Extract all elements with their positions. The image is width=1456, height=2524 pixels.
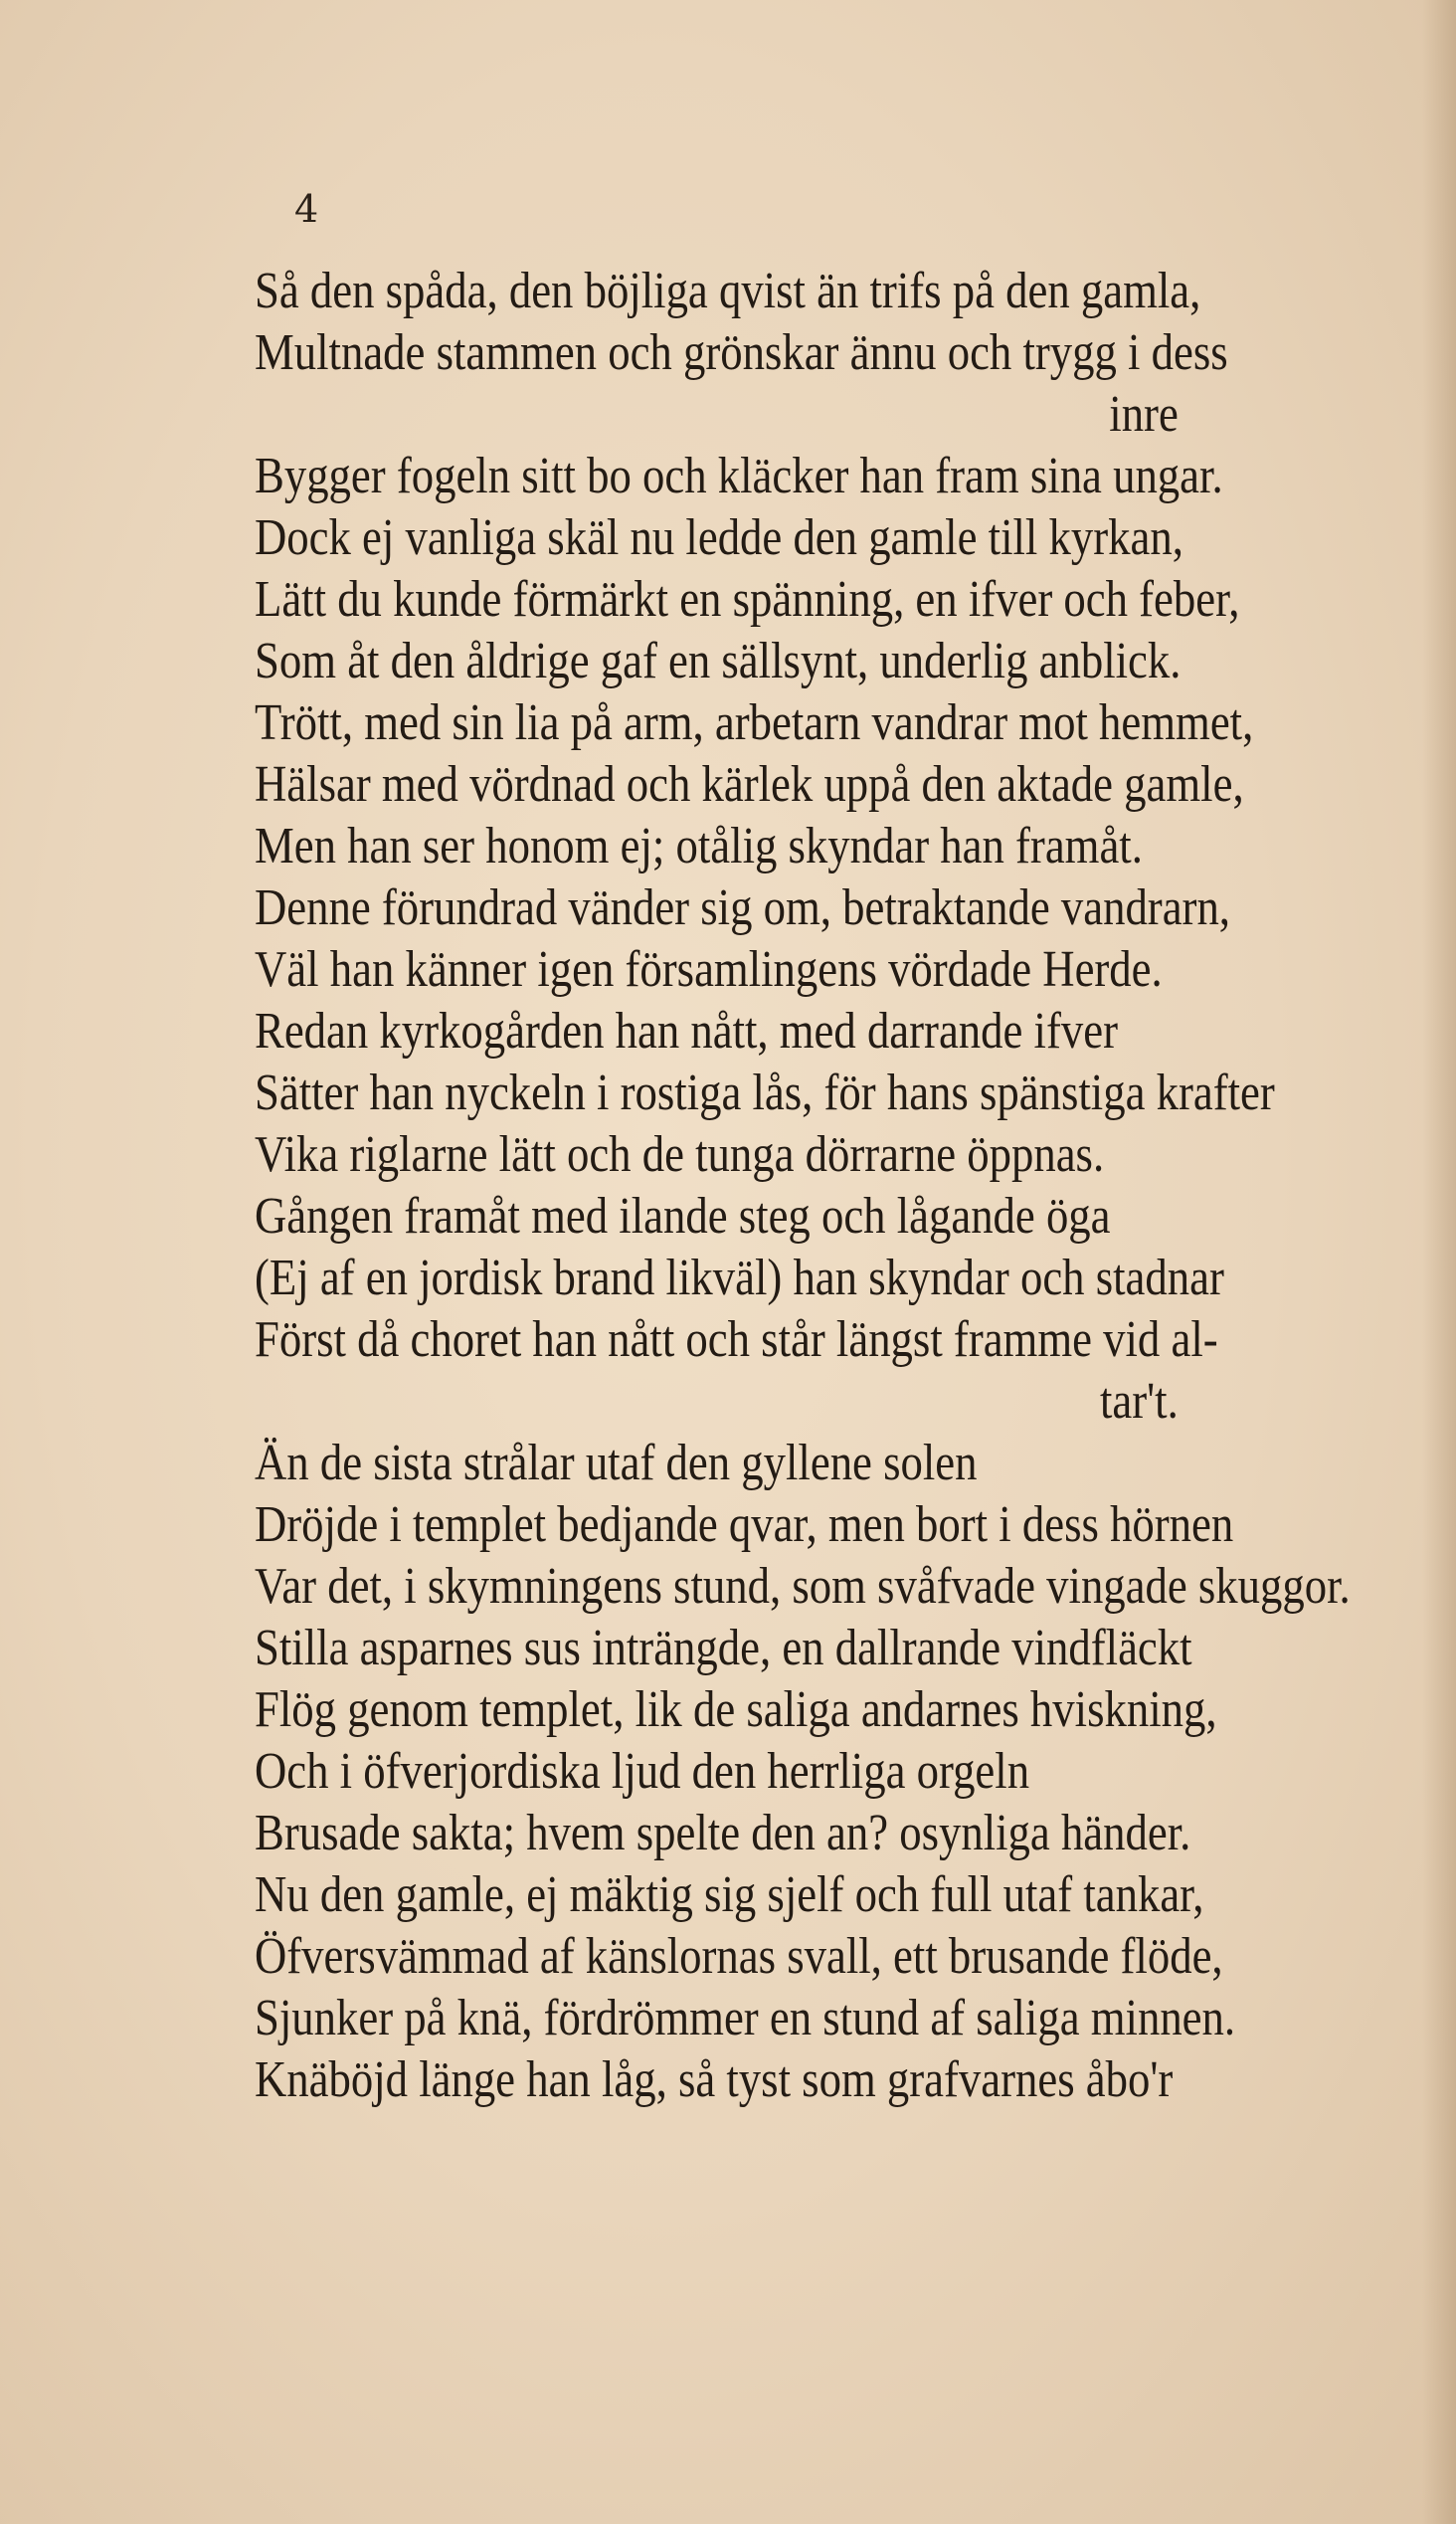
page-number: 4 xyxy=(294,187,319,231)
poem-line: Sjunker på knä, fördrömmer en stund af saliga minnen. xyxy=(255,1990,1236,2046)
poem-line: Stilla asparnes sus inträngde, en dallrande vindfläckt xyxy=(255,1620,1192,1676)
poem-line: Knäböjd länge han låg, så tyst som grafvarnes åbo'r xyxy=(255,2051,1174,2108)
poem-line: Denne förundrad vänder sig om, betraktande vandrarn, xyxy=(255,879,1230,936)
poem-line: Men han ser honom ej; otålig skyndar han framåt. xyxy=(255,818,1143,874)
poem-line: Och i öfverjordiska ljud den herrliga orgeln xyxy=(255,1743,1030,1800)
page-edge-shadow xyxy=(1422,0,1456,2524)
poem-line: Sätter han nyckeln i rostiga lås, för hans spänstiga krafter xyxy=(255,1065,1275,1121)
poem-line: Så den spåda, den böjliga qvist än trifs på den gamla, xyxy=(255,263,1201,319)
poem-line: Vika riglarne lätt och de tunga dörrarne öppnas. xyxy=(255,1126,1105,1183)
poem-line: Gången framåt med ilande steg och lågande öga xyxy=(255,1188,1111,1245)
poem-line: Var det, i skymningens stund, som svåfvade vingade skuggor. xyxy=(255,1558,1351,1615)
poem-line-continuation: tar't. xyxy=(1099,1373,1179,1430)
poem-line: Redan kyrkogården han nått, med darrande ifver xyxy=(255,1003,1118,1060)
poem-line: Dröjde i templet bedjande qvar, men bort i dess hörnen xyxy=(255,1496,1234,1553)
poem-line: Trött, med sin lia på arm, arbetarn vandrar mot hemmet, xyxy=(255,694,1254,751)
poem-line: Dock ej vanliga skäl nu ledde den gamle till kyrkan, xyxy=(255,509,1183,566)
poem-line: (Ej af en jordisk brand likväl) han skyndar och stadnar xyxy=(255,1250,1224,1306)
poem-line: Hälsar med vördnad och kärlek uppå den aktade gamle, xyxy=(255,756,1244,813)
poem-line: Väl han känner igen församlingens vördade Herde. xyxy=(255,941,1163,998)
poem-line: Än de sista strålar utaf den gyllene solen xyxy=(255,1435,978,1491)
poem-line-continuation: inre xyxy=(1109,386,1179,443)
poem-line: Nu den gamle, ej mäktig sig sjelf och full utaf tankar, xyxy=(255,1866,1204,1923)
poem-line: Lätt du kunde förmärkt en spänning, en ifver och feber, xyxy=(255,571,1240,628)
poem-line: Bygger fogeln sitt bo och kläcker han fram sina ungar. xyxy=(255,448,1223,504)
poem-line: Öfversvämmad af känslornas svall, ett brusande flöde, xyxy=(255,1928,1223,1985)
poem-line: Brusade sakta; hvem spelte den an? osynliga händer. xyxy=(255,1805,1191,1861)
poem-line: Flög genom templet, lik de saliga andarnes hviskning, xyxy=(255,1681,1217,1738)
poem-line: Först då choret han nått och står längst framme vid al- xyxy=(255,1311,1218,1368)
poem-text xyxy=(255,261,1351,2111)
poem-line: Multnade stammen och grönskar ännu och trygg i dess xyxy=(255,324,1228,381)
poem-line: Som åt den åldrige gaf en sällsynt, underlig anblick. xyxy=(255,633,1182,689)
